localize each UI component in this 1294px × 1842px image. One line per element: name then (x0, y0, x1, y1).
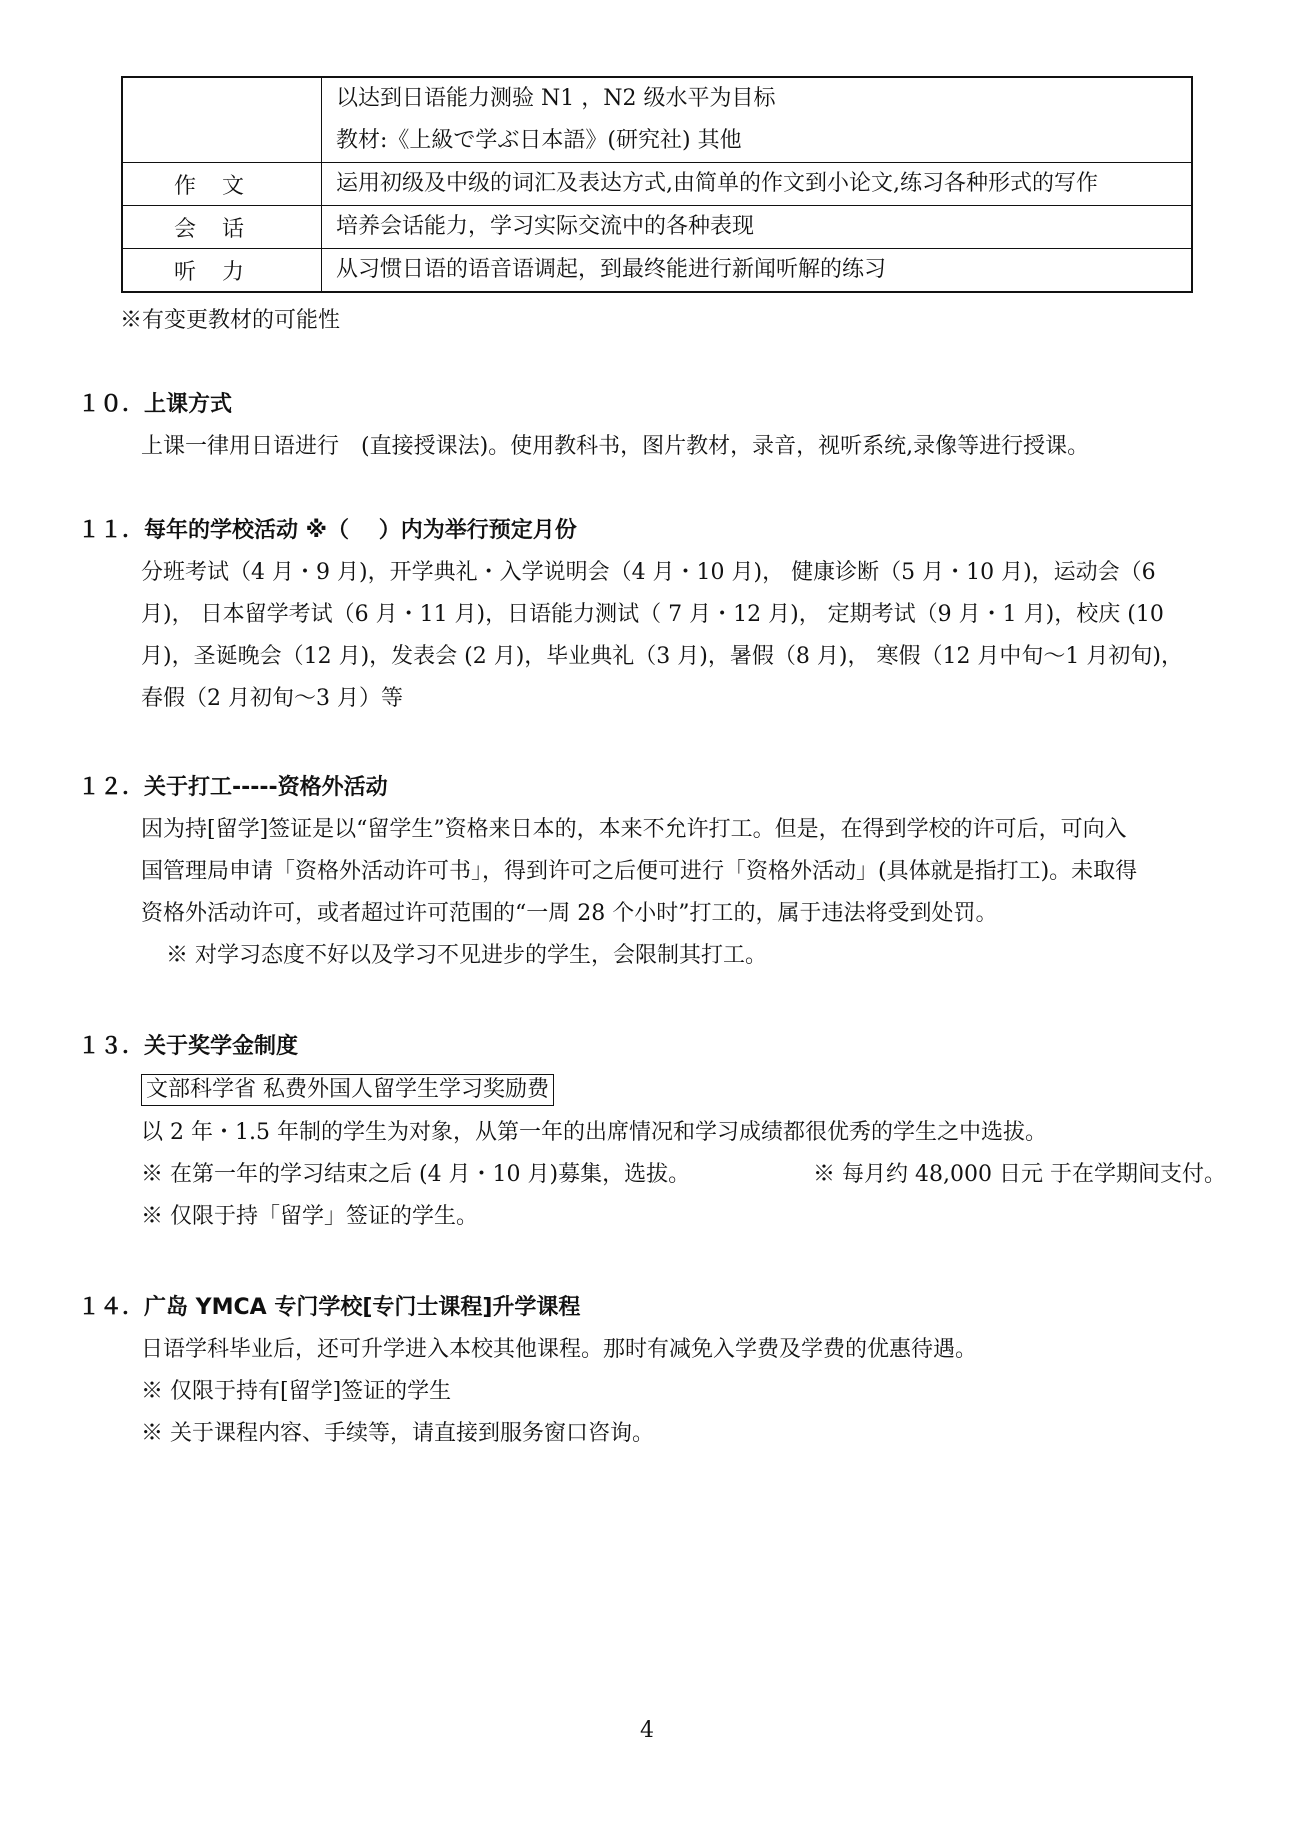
paragraph: 上课一律用日语进行 (直接授课法)。使用教科书，图片教材，录音，视听系统,录像等进行授课。 (141, 434, 1090, 459)
description-cell (322, 206, 1193, 249)
note-row (141, 1154, 1226, 1196)
note: ※ 仅限于持「留学」签证的学生。 (141, 1204, 478, 1229)
table-row (122, 206, 1192, 249)
page-number: 4 (640, 1718, 654, 1743)
subject-cell: 听力 (122, 249, 322, 293)
table-row (122, 77, 1192, 163)
description-line: 教材:《上級で学ぶ日本語》(研究社) 其他 (336, 128, 742, 153)
paragraph-line: 月)，圣诞晚会（12 月)，发表会 (2 月)，毕业典礼（3 月)，暑假（8 月)， 寒假（12 月中旬～1 月初旬)， (141, 644, 1184, 669)
paragraph-line: 春假（2 月初旬～3 月）等 (141, 686, 403, 711)
table-row (122, 249, 1192, 293)
subject-cell: 会话 (122, 206, 322, 249)
section-12 (78, 767, 1218, 977)
paragraph-line: 因为持[留学]签证是以“留学生”资格来日本的，本来不允许打工。但是，在得到学校的许可后，可向入 (141, 817, 1127, 842)
note: ※ 关于课程内容、手续等，请直接到服务窗口咨询。 (141, 1421, 654, 1446)
section-title: １３．关于奖学金制度 (78, 1034, 299, 1059)
paragraph: 日语学科毕业后，还可升学进入本校其他课程。那时有减免入学费及学费的优惠待遇。 (141, 1337, 978, 1362)
section-10 (78, 384, 1218, 468)
description-line: 从习惯日语的语音语调起，到最终能进行新闻听解的练习 (336, 257, 887, 282)
section-body (78, 552, 1218, 720)
section-body (78, 809, 1218, 977)
section-13 (78, 1026, 1226, 1238)
description-line: 培养会话能力，学习实际交流中的各种表现 (336, 214, 755, 239)
section-14 (78, 1287, 1218, 1455)
section-title: １２．关于打工-----资格外活动 (78, 775, 388, 800)
description-cell (322, 249, 1193, 293)
description-cell (322, 163, 1193, 206)
section-11 (78, 510, 1218, 720)
paragraph: 以 2 年・1.5 年制的学生为对象，从第一年的出席情况和学习成绩都很优秀的学生之中选拔。 (141, 1120, 1047, 1145)
course-table (121, 76, 1193, 293)
paragraph-line: 国管理局申请「资格外活动许可书」，得到许可之后便可进行「资格外活动」(具体就是指打工)。未取得 (141, 859, 1138, 884)
scholarship-name-box: 文部科学省 私费外国人留学生学习奖励费 (141, 1074, 554, 1106)
paragraph-line: 分班考试（4 月・9 月)，开学典礼・入学说明会（4 月・10 月)， 健康诊断（5 月・10 月)，运动会（6 (141, 560, 1156, 585)
note: ※ 对学习态度不好以及学习不见进步的学生，会限制其打工。 (166, 943, 767, 968)
section-title: １０．上课方式 (78, 392, 233, 417)
section-title: １１．每年的学校活动 ※（ ）内为举行预定月份 (78, 518, 577, 543)
note: ※ 仅限于持有[留学]签证的学生 (141, 1379, 452, 1404)
section-body (78, 1329, 1218, 1455)
paragraph-line: 资格外活动许可，或者超过许可范围的“一周 28 个小时”打工的，属于违法将受到处罚。 (141, 901, 998, 926)
paragraph-line: 月)， 日本留学考试（6 月・11 月)，日语能力测试（ 7 月・12 月)， 定期考试（9 月・1 月)，校庆 (10 (141, 602, 1164, 627)
description-line: 运用初级及中级的词汇及表达方式,由简单的作文到小论文,练习各种形式的写作 (336, 171, 1098, 196)
table-row (122, 163, 1192, 206)
subject-cell (122, 77, 322, 163)
section-title: １４．广岛 YMCA 专门学校[专门士课程]升学课程 (78, 1295, 581, 1320)
section-body (78, 426, 1218, 468)
description-line: 以达到日语能力测验 N1 ，N2 级水平为目标 (336, 86, 776, 111)
subject-cell: 作文 (122, 163, 322, 206)
description-cell (322, 77, 1193, 163)
section-body (78, 1068, 1226, 1238)
table-note: ※有变更教材的可能性 (120, 308, 341, 333)
note: ※ 每月约 48,000 日元 于在学期间支付。 (813, 1162, 1226, 1187)
note: ※ 在第一年的学习结束之后 (4 月・10 月)募集，选拔。 (141, 1162, 691, 1187)
